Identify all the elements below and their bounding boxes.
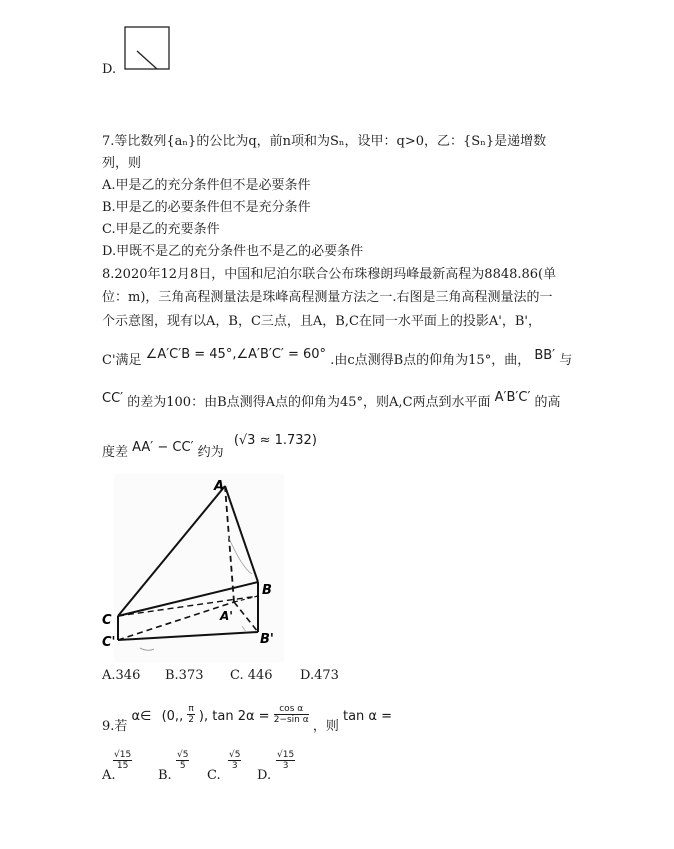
q8-option-c: C. 446 xyxy=(230,668,273,683)
q9-option-c-num: √5 xyxy=(229,750,241,760)
q8-stem-line1: 8.2020年12月8日，中国和尼泊尔联合公布珠穆朗玛峰最新高程为8848.86(单 xyxy=(102,267,557,282)
q9-option-d-den: 3 xyxy=(282,761,289,771)
q9-then: ，则 xyxy=(312,719,339,734)
q8-stem-line4 xyxy=(102,347,573,370)
q8-line4-pre: C'满足 xyxy=(102,353,142,368)
label-c: C xyxy=(102,613,112,628)
q8-option-d: D.473 xyxy=(300,668,339,683)
q8-stem-line3: 个示意图，现有以A，B，C三点，且A，B,C在同一水平面上的投影A'，B'， xyxy=(102,314,541,329)
q9-rhs-den: 2−sin α xyxy=(273,715,309,725)
q9-rhs-fraction xyxy=(274,704,309,725)
q8-stem-line2: 位：m)，三角高程测量法是珠峰高程测量方法之一.右图是三角高程测量法的一 xyxy=(102,290,553,305)
q8-height-diff: AA′ − CC′ xyxy=(132,440,194,455)
label-b: B xyxy=(262,583,272,598)
q7-option-c: C.甲是乙的充要条件 xyxy=(102,222,220,237)
q9-option-c-label: C. xyxy=(207,768,221,783)
q8-bb-term: BB′ xyxy=(534,348,556,363)
q9-option-c-den: 3 xyxy=(231,761,238,771)
q9-tan-a: tan α = xyxy=(342,709,393,724)
q9-option-b-fraction xyxy=(176,750,189,771)
q8-option-a: A.346 xyxy=(102,668,141,683)
q8-plane-term: A′B′C′ xyxy=(494,390,531,405)
q9-prefix: 9.若 xyxy=(102,719,128,734)
q8-angle-condition: ∠A′C′B = 45°,∠A′B′C′ = 60° xyxy=(145,347,327,362)
q9-stem xyxy=(102,702,393,734)
q9-option-a-den: 15 xyxy=(116,761,129,771)
q8-cc-term: CC′ xyxy=(102,391,124,406)
q8-line6-post: 约为 xyxy=(197,445,224,460)
q9-alpha-in: α∈ xyxy=(131,709,152,724)
q7-option-a: A.甲是乙的充分条件但不是必要条件 xyxy=(102,178,311,193)
q8-line4-end: 与 xyxy=(559,353,573,368)
q9-option-b-label: B. xyxy=(158,768,172,783)
square-figure xyxy=(123,25,173,73)
q7-option-b: B.甲是乙的必要条件但不是充分条件 xyxy=(102,200,311,215)
q9-option-d-num: √15 xyxy=(277,750,295,760)
q8-stem-line6 xyxy=(102,433,317,462)
q9-option-a-label: A. xyxy=(102,768,116,783)
q9-rhs-num: cos α xyxy=(274,704,309,715)
q7-option-d: D.甲既不是乙的充分条件也不是乙的必要条件 xyxy=(102,244,364,259)
label-b-prime: B' xyxy=(260,632,274,647)
q9-option-b-num: √5 xyxy=(177,750,189,760)
q9-option-a-num: √15 xyxy=(114,750,132,760)
label-a-prime: A' xyxy=(220,609,233,623)
q9-pi-den: 2 xyxy=(188,715,194,725)
q8-stem-line5 xyxy=(102,390,561,412)
label-c-prime: C' xyxy=(102,635,116,650)
q9-pi-num: π xyxy=(188,704,194,714)
q8-line5-end: 的高 xyxy=(534,395,561,410)
q7-stem-line1: 7.等比数列{aₙ}的公比为q，前n项和为Sₙ，设甲：q>0，乙：{Sₙ}是递增数 xyxy=(102,134,547,149)
q8-line5-mid: 的差为100：由B点测得A点的仰角为45°，则A,C两点到水平面 xyxy=(127,395,491,410)
q9-tan2a: tan 2α = xyxy=(212,709,270,724)
q9-option-d-label: D. xyxy=(257,768,272,783)
q8-approx: (√3 ≈ 1.732) xyxy=(233,433,317,448)
q8-line6-pre: 度差 xyxy=(102,445,129,460)
q8-option-b: B.373 xyxy=(165,668,204,683)
q9-option-c-fraction xyxy=(228,750,241,771)
q9-interval-close: ), xyxy=(198,709,209,724)
q7-stem-line2: 列，则 xyxy=(102,156,142,171)
label-a: A xyxy=(214,479,225,494)
q9-pi-over-2 xyxy=(187,704,194,725)
q9-option-b-den: 5 xyxy=(179,761,186,771)
triangulation-figure xyxy=(100,470,300,665)
q9-option-a-fraction xyxy=(113,750,132,771)
q9-option-d-fraction xyxy=(276,750,295,771)
q8-line4-post: .由c点测得B点的仰角为15°，曲， xyxy=(330,353,531,368)
q9-interval-open: (0,, xyxy=(161,709,184,724)
option-label: D. xyxy=(102,62,117,77)
